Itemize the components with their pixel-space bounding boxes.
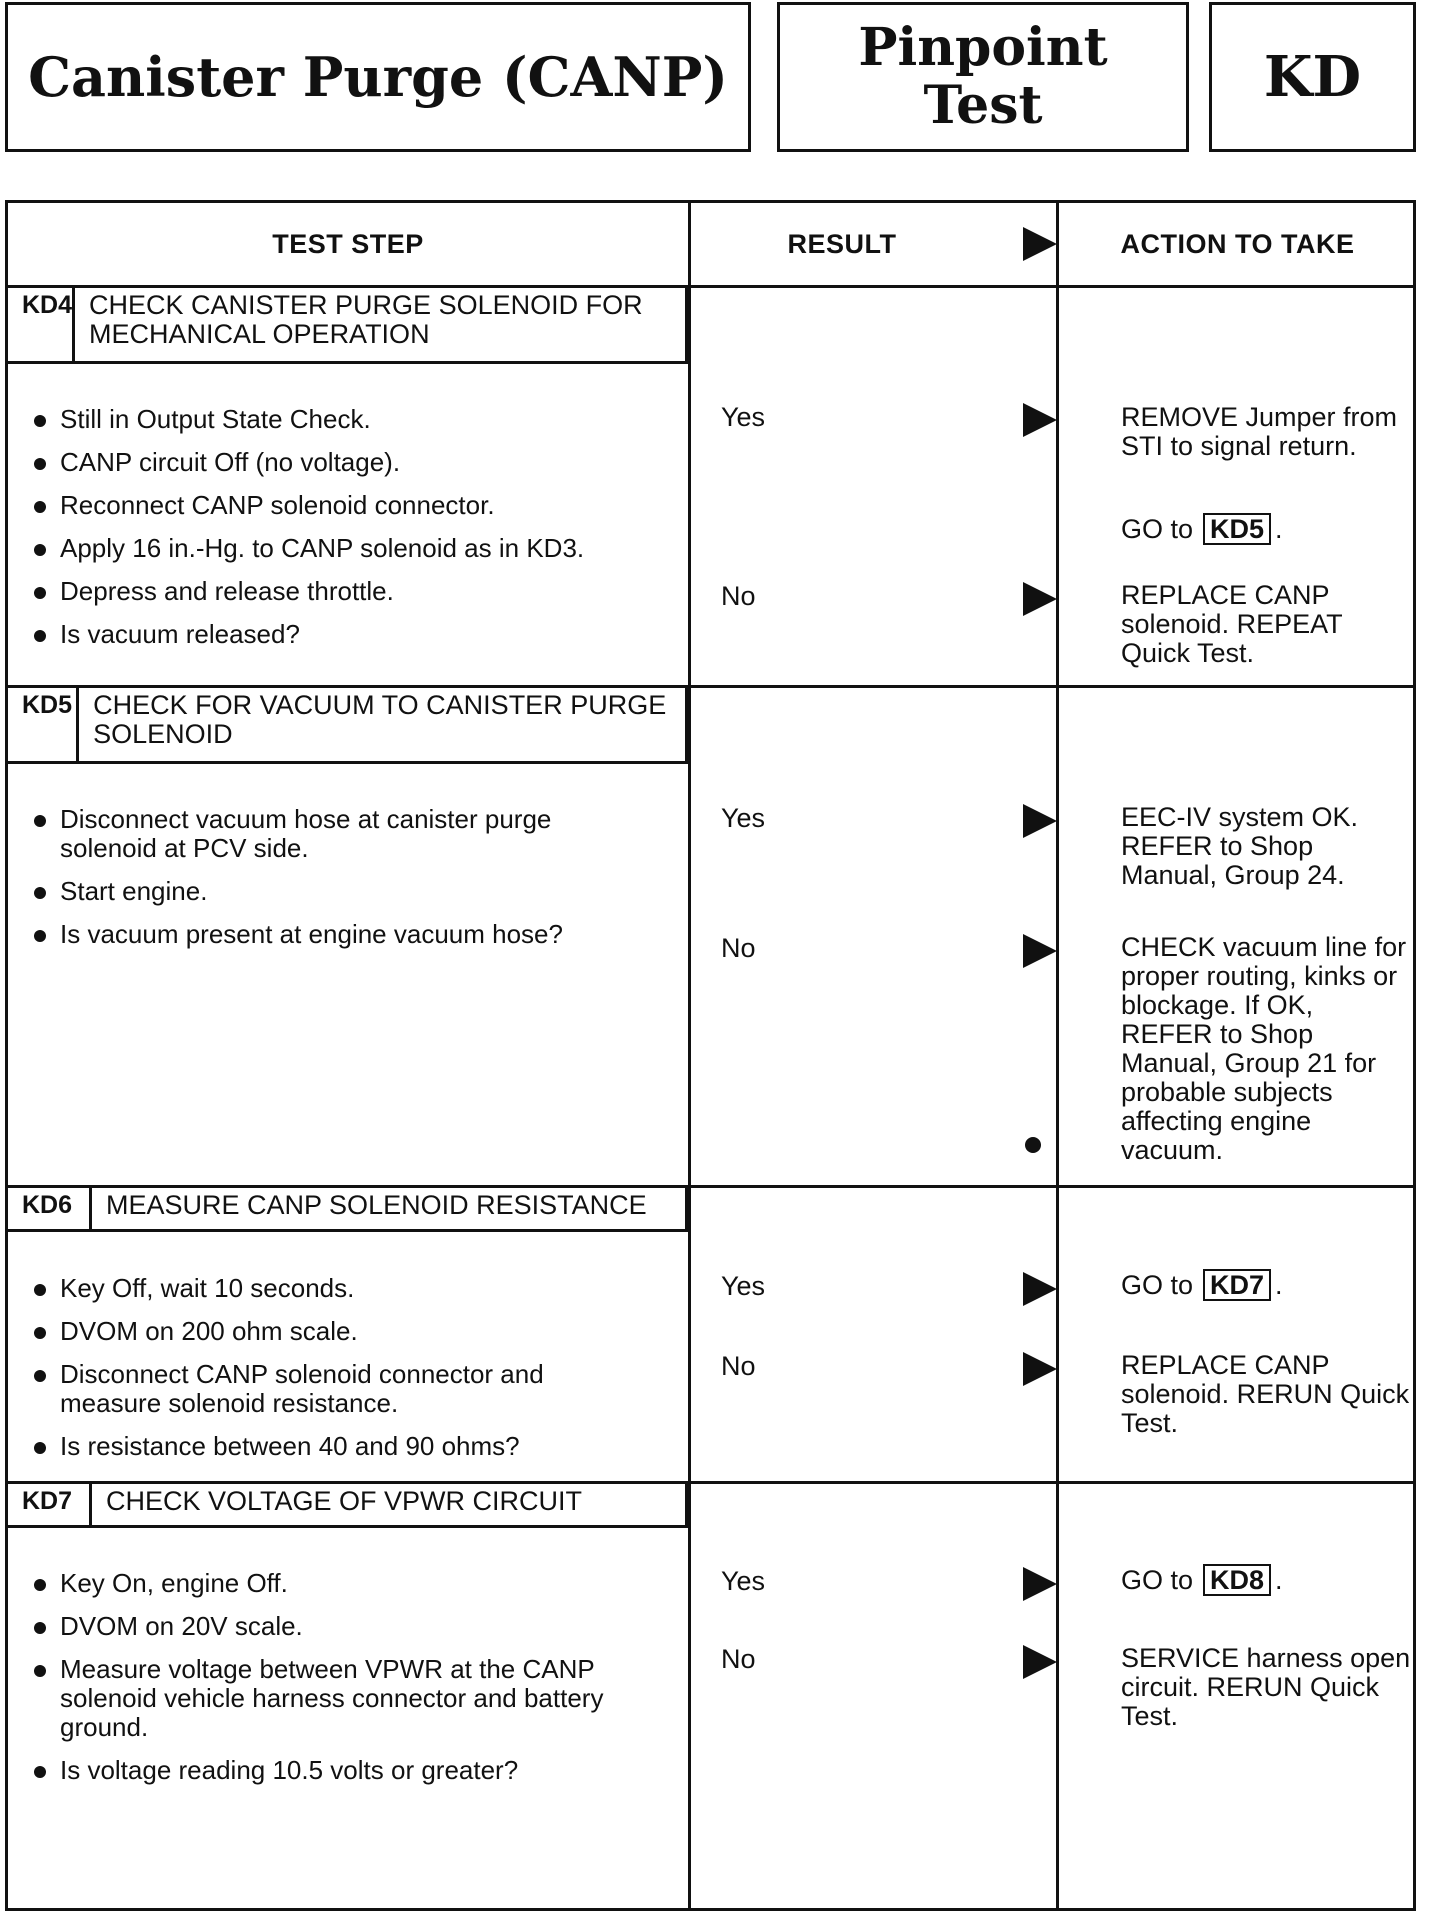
list-item: Apply 16 in.-Hg. to CANP solenoid as in KD3. bbox=[26, 534, 584, 563]
list-item: Is voltage reading 10.5 volts or greater? bbox=[26, 1756, 666, 1785]
arrow-icon bbox=[1023, 582, 1057, 616]
list-item: Disconnect vacuum hose at canister purge solenoid at PCV side. bbox=[26, 805, 646, 863]
step-code: KD7 bbox=[8, 1481, 92, 1525]
result-header-arrow-icon bbox=[1023, 227, 1057, 261]
step-header-kd7 bbox=[8, 1481, 688, 1528]
step-bullets-kd4 bbox=[26, 405, 584, 649]
go-to-code-kd8: KD8 bbox=[1203, 1564, 1271, 1596]
result-yes: Yes bbox=[721, 402, 766, 432]
result-yes: Yes bbox=[721, 1566, 766, 1596]
action-text: CHECK vacuum line for proper routing, kinks or blockage. If OK, REFER to Shop Manual, Group 21 for probable subjects affecting engine vacuum. bbox=[1121, 932, 1407, 1165]
list-item: Depress and release throttle. bbox=[26, 577, 584, 606]
list-item: Still in Output State Check. bbox=[26, 405, 584, 434]
step-title: CHECK FOR VACUUM TO CANISTER PURGE SOLENOID bbox=[93, 690, 667, 749]
step-title: CHECK CANISTER PURGE SOLENOID FOR MECHANICAL OPERATION bbox=[89, 290, 643, 349]
action-text: SERVICE harness open circuit. RERUN Quick Test. bbox=[1121, 1643, 1411, 1731]
action-text: REPLACE CANP solenoid. REPEAT Quick Test. bbox=[1121, 580, 1343, 668]
go-to-code-kd5: KD5 bbox=[1203, 513, 1271, 545]
go-to-code-kd7: KD7 bbox=[1203, 1269, 1271, 1301]
step-code: KD4 bbox=[8, 285, 75, 361]
step-bullets-kd7 bbox=[26, 1569, 666, 1785]
arrow-icon bbox=[1023, 403, 1057, 437]
column-header-test-step: TEST STEP bbox=[272, 228, 424, 259]
pinpoint-line-1: Pinpoint bbox=[858, 17, 1108, 78]
list-item: CANP circuit Off (no voltage). bbox=[26, 448, 584, 477]
step-header-kd6 bbox=[8, 1185, 688, 1232]
step-title: MEASURE CANP SOLENOID RESISTANCE bbox=[106, 1190, 647, 1220]
list-item: Is resistance between 40 and 90 ohms? bbox=[26, 1432, 646, 1461]
arrow-icon bbox=[1023, 804, 1057, 838]
step-code: KD5 bbox=[8, 685, 79, 761]
arrow-icon bbox=[1023, 1352, 1057, 1386]
result-no: No bbox=[721, 933, 756, 963]
step-title: CHECK VOLTAGE OF VPWR CIRCUIT bbox=[106, 1486, 583, 1516]
result-no: No bbox=[721, 1644, 756, 1674]
page-title: Canister Purge (CANP) bbox=[5, 2, 751, 152]
column-header-action: ACTION TO TAKE bbox=[1120, 228, 1355, 259]
step-header-kd4 bbox=[8, 285, 688, 364]
list-item: Is vacuum present at engine vacuum hose? bbox=[26, 920, 646, 949]
result-yes: Yes bbox=[721, 803, 766, 833]
arrow-icon bbox=[1023, 1645, 1057, 1679]
go-to-label: GO to bbox=[1121, 513, 1194, 544]
list-item: Is vacuum released? bbox=[26, 620, 584, 649]
arrow-icon bbox=[1023, 934, 1057, 968]
pinpoint-test-label bbox=[777, 2, 1189, 152]
arrow-icon bbox=[1023, 1272, 1057, 1306]
go-to-instruction: GO to KD8 . bbox=[1121, 1564, 1283, 1595]
go-to-label: GO to bbox=[1121, 1269, 1194, 1300]
step-code: KD6 bbox=[8, 1185, 92, 1229]
step-header-kd5 bbox=[8, 685, 688, 764]
test-code: KD bbox=[1209, 2, 1416, 152]
list-item: Measure voltage between VPWR at the CANP solenoid vehicle harness connector and battery ground. bbox=[26, 1655, 666, 1742]
column-header-result bbox=[688, 203, 1056, 285]
action-text: EEC-IV system OK. REFER to Shop Manual, Group 24. bbox=[1121, 802, 1359, 890]
list-item: Disconnect CANP solenoid connector and measure solenoid resistance. bbox=[26, 1360, 646, 1418]
step-bullets-kd5 bbox=[26, 805, 646, 949]
list-item: DVOM on 20V scale. bbox=[26, 1612, 666, 1641]
action-text: REPLACE CANP solenoid. RERUN Quick Test. bbox=[1121, 1350, 1410, 1438]
result-no: No bbox=[721, 1351, 756, 1381]
pinpoint-line-2: Test bbox=[923, 75, 1043, 136]
result-yes: Yes bbox=[721, 1271, 766, 1301]
list-item: Key On, engine Off. bbox=[26, 1569, 666, 1598]
column-divider-1 bbox=[688, 203, 691, 1908]
list-item: Reconnect CANP solenoid connector. bbox=[26, 491, 584, 520]
result-no: No bbox=[721, 581, 756, 611]
list-item: DVOM on 200 ohm scale. bbox=[26, 1317, 646, 1346]
result-header-label: RESULT bbox=[787, 228, 897, 259]
pinpoint-test-table bbox=[5, 200, 1416, 1911]
step-bullets-kd6 bbox=[26, 1274, 646, 1461]
go-to-label: GO to bbox=[1121, 1564, 1194, 1595]
go-to-instruction: GO to KD5 . bbox=[1121, 513, 1283, 544]
go-to-instruction: GO to KD7 . bbox=[1121, 1269, 1283, 1300]
action-text: REMOVE Jumper from STI to signal return. bbox=[1121, 402, 1398, 461]
arrow-icon bbox=[1023, 1567, 1057, 1601]
list-item: Start engine. bbox=[26, 877, 646, 906]
bullet-mark-icon bbox=[1025, 1137, 1041, 1153]
list-item: Key Off, wait 10 seconds. bbox=[26, 1274, 646, 1303]
